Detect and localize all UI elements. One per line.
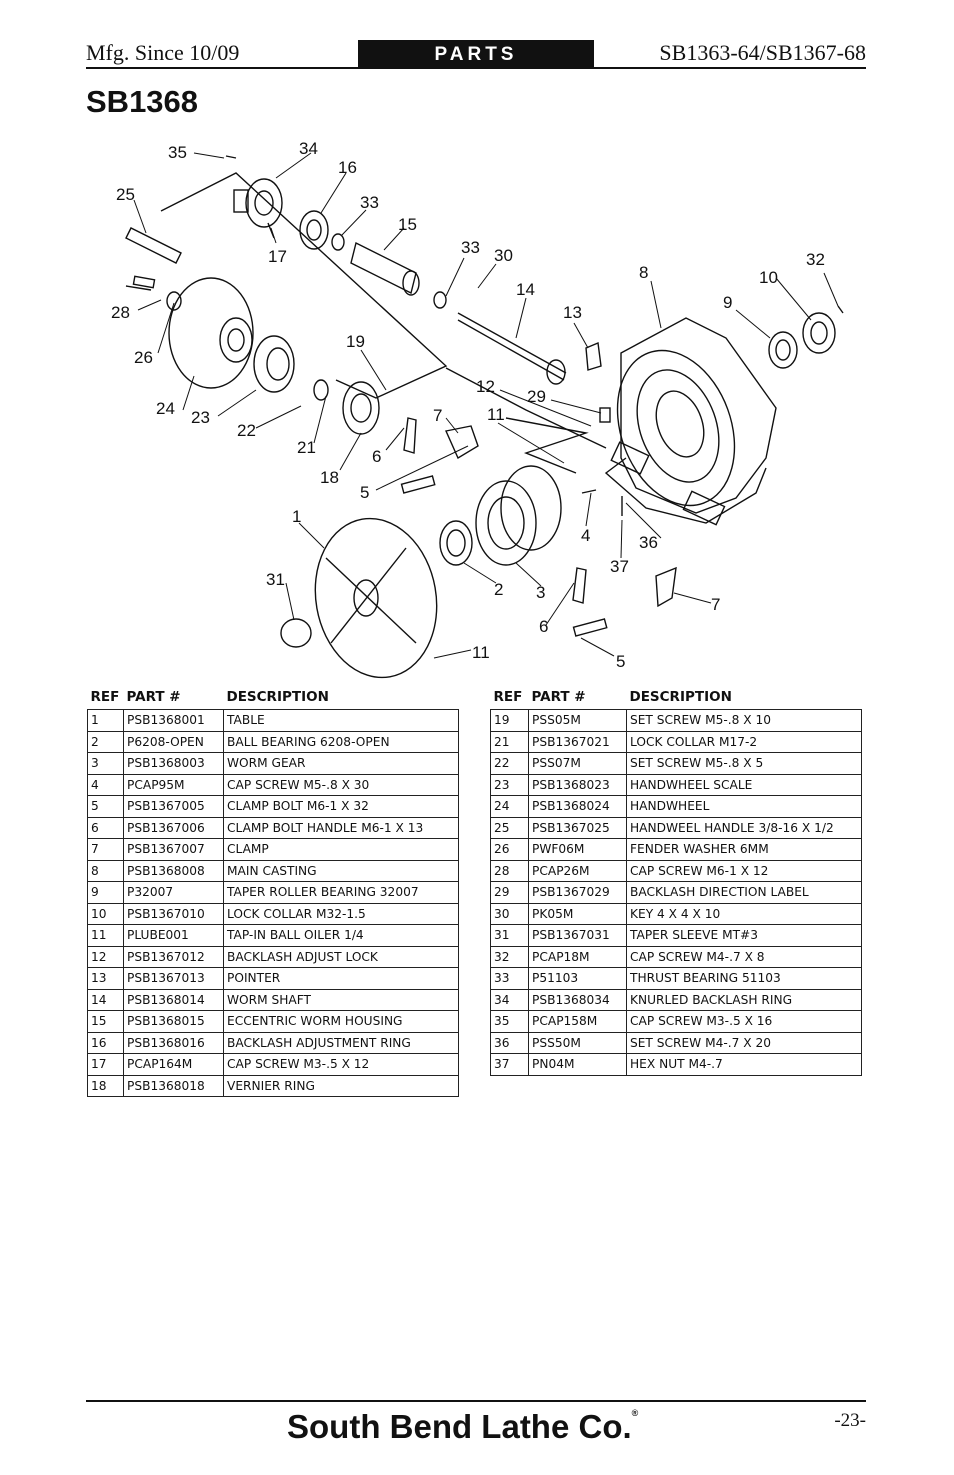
description-cell: BACKLASH DIRECTION LABEL <box>627 882 862 904</box>
ref-cell: 34 <box>491 989 529 1011</box>
worm-housing-shape <box>351 243 416 293</box>
table-row <box>88 817 459 839</box>
callout-label: 2 <box>494 580 504 599</box>
table-row <box>491 860 862 882</box>
part-number-cell: PSB1368014 <box>124 989 224 1011</box>
worm-gear-shape <box>476 481 536 565</box>
table-row <box>491 968 862 990</box>
table-row <box>88 753 459 775</box>
ref-cell: 22 <box>491 753 529 775</box>
table-row <box>491 989 862 1011</box>
description-cell: POINTER <box>224 968 459 990</box>
ref-cell: 11 <box>88 925 124 947</box>
callout-label: 32 <box>806 250 825 269</box>
ref-cell: 24 <box>491 796 529 818</box>
description-cell: CAP SCREW M3-.5 X 16 <box>627 1011 862 1033</box>
callout-label: 37 <box>610 557 629 576</box>
table-row <box>88 839 459 861</box>
ref-cell: 23 <box>491 774 529 796</box>
ref-cell: 15 <box>88 1011 124 1033</box>
part-number-cell: PSB1367010 <box>124 903 224 925</box>
knurled-ring-shape <box>246 179 282 227</box>
model-numbers: SB1363-64/SB1367-68 <box>659 40 866 65</box>
registered-mark: ® <box>631 1408 639 1418</box>
ref-cell: 13 <box>88 968 124 990</box>
ref-cell: 6 <box>88 817 124 839</box>
ref-cell: 8 <box>88 860 124 882</box>
clamp-shape <box>446 426 478 458</box>
manufacturing-date: Mfg. Since 10/09 <box>86 40 240 65</box>
description-cell: SET SCREW M4-.7 X 20 <box>627 1032 862 1054</box>
description-cell: WORM SHAFT <box>224 989 459 1011</box>
table-row <box>491 925 862 947</box>
part-number-cell: PSB1368015 <box>124 1011 224 1033</box>
rotary-table-shape <box>303 509 449 680</box>
ref-cell: 9 <box>88 882 124 904</box>
part-number-cell: P32007 <box>124 882 224 904</box>
callout-label: 11 <box>472 643 490 662</box>
part-number-cell: PSB1367012 <box>124 946 224 968</box>
description-header: DESCRIPTION <box>226 688 329 705</box>
table-row <box>88 774 459 796</box>
callout-label: 3 <box>536 583 546 602</box>
callout-label: 31 <box>266 570 285 589</box>
description-cell: TAP-IN BALL OILER 1/4 <box>224 925 459 947</box>
bearing-shape <box>769 332 797 368</box>
ref-cell: 21 <box>491 731 529 753</box>
callout-label: 16 <box>338 158 357 177</box>
ref-cell: 7 <box>88 839 124 861</box>
description-cell: CLAMP <box>224 839 459 861</box>
part-number-cell: P51103 <box>529 968 627 990</box>
table-row <box>491 774 862 796</box>
part-number-cell: PSB1368018 <box>124 1075 224 1097</box>
description-cell: BACKLASH ADJUST LOCK <box>224 946 459 968</box>
part-number-cell: PSB1368003 <box>124 753 224 775</box>
callout-label: 12 <box>476 377 495 396</box>
ref-cell: 10 <box>88 903 124 925</box>
callout-label: 6 <box>539 617 549 636</box>
table-row <box>88 796 459 818</box>
part-number-cell: PSB1367006 <box>124 817 224 839</box>
part-callouts <box>111 139 825 671</box>
table-row <box>88 1054 459 1076</box>
ref-cell: 3 <box>88 753 124 775</box>
table-row <box>88 925 459 947</box>
ref-cell: 29 <box>491 882 529 904</box>
ref-cell: 5 <box>88 796 124 818</box>
part-number-header: PART # <box>531 688 586 705</box>
description-cell: ECCENTRIC WORM HOUSING <box>224 1011 459 1033</box>
callout-label: 17 <box>268 247 287 266</box>
part-number-cell: PSB1368034 <box>529 989 627 1011</box>
part-number-cell: PSB1367013 <box>124 968 224 990</box>
table-row <box>88 1075 459 1097</box>
callout-label: 28 <box>111 303 130 322</box>
callout-label: 33 <box>360 193 379 212</box>
callout-label: 13 <box>563 303 582 322</box>
part-number-cell: PSB1368001 <box>124 710 224 732</box>
callout-label: 6 <box>372 447 382 466</box>
callout-label: 4 <box>581 526 591 545</box>
description-cell: HEX NUT M4-.7 <box>627 1054 862 1076</box>
description-cell: KEY 4 X 4 X 10 <box>627 903 862 925</box>
table-row <box>491 1054 862 1076</box>
description-cell: TAPER SLEEVE MT#3 <box>627 925 862 947</box>
description-cell: HANDWEEL HANDLE 3/8-16 X 1/2 <box>627 817 862 839</box>
page-header <box>86 40 866 68</box>
part-number-cell: P6208-OPEN <box>124 731 224 753</box>
description-header: DESCRIPTION <box>629 688 732 705</box>
table-row <box>88 710 459 732</box>
description-cell: BACKLASH ADJUSTMENT RING <box>224 1032 459 1054</box>
callout-label: 24 <box>156 399 175 418</box>
part-number-cell: PSS05M <box>529 710 627 732</box>
table-row <box>88 989 459 1011</box>
lock-collar-shape <box>803 313 835 353</box>
callout-label: 22 <box>237 421 256 440</box>
ref-cell: 28 <box>491 860 529 882</box>
ref-cell: 16 <box>88 1032 124 1054</box>
brand-name: South Bend Lathe Co. <box>287 1408 632 1445</box>
callout-label: 5 <box>360 483 370 502</box>
ref-cell: 33 <box>491 968 529 990</box>
ref-cell: 1 <box>88 710 124 732</box>
callout-label: 11 <box>487 405 505 424</box>
part-number-cell: PWF06M <box>529 839 627 861</box>
part-number-cell: PSB1367005 <box>124 796 224 818</box>
table-row <box>88 882 459 904</box>
description-cell: LOCK COLLAR M17-2 <box>627 731 862 753</box>
description-cell: VERNIER RING <box>224 1075 459 1097</box>
part-number-cell: PSS50M <box>529 1032 627 1054</box>
callout-label: 36 <box>639 533 658 552</box>
description-cell: TAPER ROLLER BEARING 32007 <box>224 882 459 904</box>
description-cell: THRUST BEARING 51103 <box>627 968 862 990</box>
description-cell: CAP SCREW M6-1 X 12 <box>627 860 862 882</box>
description-cell: CAP SCREW M5-.8 X 30 <box>224 774 459 796</box>
callout-label: 18 <box>320 468 339 487</box>
parts-table-left <box>87 688 459 1097</box>
part-number-cell: PCAP164M <box>124 1054 224 1076</box>
header-divider <box>86 67 866 69</box>
callout-label: 29 <box>527 387 546 406</box>
callout-label: 14 <box>516 280 535 299</box>
main-casting <box>597 318 776 525</box>
table-row <box>491 817 862 839</box>
worm-shaft-shape <box>458 313 566 380</box>
ref-cell: 35 <box>491 1011 529 1033</box>
ref-cell: 31 <box>491 925 529 947</box>
description-cell: SET SCREW M5-.8 X 10 <box>627 710 862 732</box>
callout-label: 10 <box>759 268 778 287</box>
table-row <box>491 1032 862 1054</box>
callout-label: 7 <box>711 595 721 614</box>
table-row <box>88 1011 459 1033</box>
callout-label: 15 <box>398 215 417 234</box>
parts-table-right <box>490 688 862 1076</box>
description-cell: FENDER WASHER 6MM <box>627 839 862 861</box>
description-cell: WORM GEAR <box>224 753 459 775</box>
ref-cell: 2 <box>88 731 124 753</box>
part-number-cell: PSB1367021 <box>529 731 627 753</box>
table-row <box>88 946 459 968</box>
table-row <box>88 968 459 990</box>
description-cell: CAP SCREW M3-.5 X 12 <box>224 1054 459 1076</box>
callout-label: 1 <box>292 507 302 526</box>
part-number-cell: PSB1367029 <box>529 882 627 904</box>
callout-label: 7 <box>433 406 443 425</box>
ref-cell: 32 <box>491 946 529 968</box>
table-row <box>88 731 459 753</box>
table-row <box>88 1032 459 1054</box>
callout-label: 19 <box>346 332 365 351</box>
part-number-cell: PSB1368023 <box>529 774 627 796</box>
callout-label: 33 <box>461 238 480 257</box>
table-row <box>491 796 862 818</box>
part-number-cell: PCAP18M <box>529 946 627 968</box>
table-row <box>88 903 459 925</box>
description-cell: MAIN CASTING <box>224 860 459 882</box>
part-number-cell: PSB1367007 <box>124 839 224 861</box>
handwheel-shape <box>169 278 253 388</box>
part-number-cell: PCAP95M <box>124 774 224 796</box>
exploded-parts-diagram <box>86 128 876 680</box>
description-cell: HANDWHEEL SCALE <box>627 774 862 796</box>
ref-cell: 4 <box>88 774 124 796</box>
description-cell: LOCK COLLAR M32-1.5 <box>224 903 459 925</box>
callout-label: 30 <box>494 246 513 265</box>
footer-divider <box>86 1400 866 1402</box>
table-row <box>491 882 862 904</box>
ref-cell: 18 <box>88 1075 124 1097</box>
ref-cell: 17 <box>88 1054 124 1076</box>
callout-label: 26 <box>134 348 153 367</box>
table-row <box>88 860 459 882</box>
page-number: -23- <box>834 1410 866 1431</box>
callout-label: 8 <box>639 263 649 282</box>
callout-label: 23 <box>191 408 210 427</box>
table-row <box>491 731 862 753</box>
description-cell: CLAMP BOLT M6-1 X 32 <box>224 796 459 818</box>
page-title: SB1368 <box>86 84 199 119</box>
part-number-cell: PSS07M <box>529 753 627 775</box>
part-number-cell: PSB1367025 <box>529 817 627 839</box>
callout-label: 25 <box>116 185 135 204</box>
part-number-cell: PCAP26M <box>529 860 627 882</box>
vernier-ring-shape <box>343 382 379 434</box>
description-cell: TABLE <box>224 710 459 732</box>
ref-cell: 19 <box>491 710 529 732</box>
ref-cell: 26 <box>491 839 529 861</box>
part-number-cell: PSB1368008 <box>124 860 224 882</box>
ref-header: REF <box>90 688 120 705</box>
ref-cell: 12 <box>88 946 124 968</box>
part-number-cell: PSB1367031 <box>529 925 627 947</box>
part-number-cell: PN04M <box>529 1054 627 1076</box>
callout-label: 9 <box>723 293 733 312</box>
section-label: PARTS <box>358 40 594 68</box>
ball-bearing-shape <box>440 521 472 565</box>
callout-label: 5 <box>616 652 626 671</box>
table-row <box>491 753 862 775</box>
part-number-cell: PCAP158M <box>529 1011 627 1033</box>
description-cell: CAP SCREW M4-.7 X 8 <box>627 946 862 968</box>
callout-label: 34 <box>299 139 318 158</box>
handwheel-handle-shape <box>126 228 181 263</box>
ref-cell: 36 <box>491 1032 529 1054</box>
ref-header: REF <box>493 688 523 705</box>
assembly-guide-line <box>506 418 586 473</box>
part-number-cell: PSB1368024 <box>529 796 627 818</box>
ref-cell: 37 <box>491 1054 529 1076</box>
part-number-header: PART # <box>126 688 181 705</box>
description-cell: CLAMP BOLT HANDLE M6-1 X 13 <box>224 817 459 839</box>
table-row <box>491 839 862 861</box>
brand-logo <box>287 1408 638 1446</box>
callout-label: 21 <box>297 438 316 457</box>
part-number-cell: PK05M <box>529 903 627 925</box>
ref-cell: 14 <box>88 989 124 1011</box>
table-row <box>491 903 862 925</box>
callout-label: 35 <box>168 143 187 162</box>
table-header-row <box>88 688 459 710</box>
part-number-cell: PLUBE001 <box>124 925 224 947</box>
ref-cell: 25 <box>491 817 529 839</box>
handwheel-scale-shape <box>254 336 294 392</box>
description-cell: BALL BEARING 6208-OPEN <box>224 731 459 753</box>
description-cell: HANDWHEEL <box>627 796 862 818</box>
table-row <box>491 710 862 732</box>
ref-cell: 30 <box>491 903 529 925</box>
table-header-row <box>491 688 862 710</box>
description-cell: SET SCREW M5-.8 X 5 <box>627 753 862 775</box>
taper-sleeve-shape <box>281 619 311 647</box>
table-row <box>491 1011 862 1033</box>
table-row <box>491 946 862 968</box>
part-number-cell: PSB1368016 <box>124 1032 224 1054</box>
description-cell: KNURLED BACKLASH RING <box>627 989 862 1011</box>
